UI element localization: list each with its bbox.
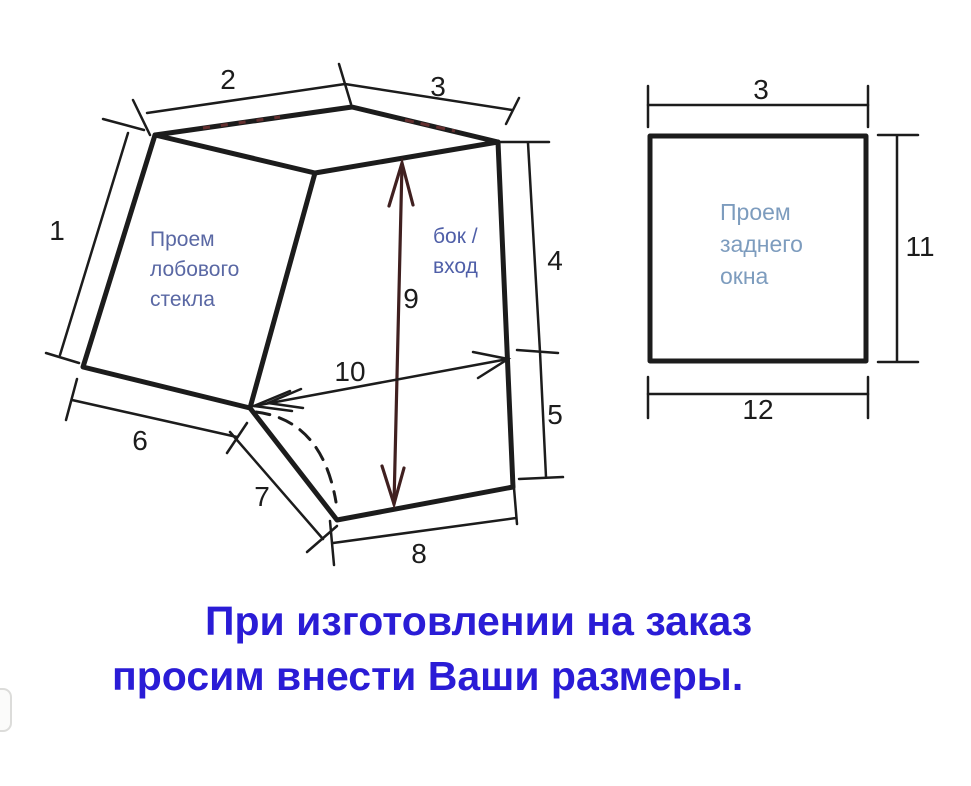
dim-label-3: 3 xyxy=(430,71,446,102)
dim-label-9: 9 xyxy=(403,283,419,314)
dim-label-rear-right: 11 xyxy=(905,231,935,262)
side-label-line1: бок / xyxy=(433,225,478,248)
left-figure-cab-pattern xyxy=(46,64,563,569)
dim-line-2 xyxy=(147,84,345,113)
side-entry-label xyxy=(433,225,478,278)
carousel-prev-button-partial[interactable] xyxy=(0,688,12,732)
vertical-double-arrow-9 xyxy=(382,163,413,504)
dim-label-4: 4 xyxy=(547,245,563,276)
rear-label-line1: Проем xyxy=(720,199,791,225)
dim-label-8: 8 xyxy=(411,538,427,569)
dim-tick-1-top xyxy=(103,119,144,130)
caption-line-1: При изготовлении на заказ xyxy=(205,598,753,644)
dim-line-3 xyxy=(345,84,512,110)
dim-tick-1-bottom xyxy=(46,353,79,363)
horizontal-double-arrow-10 xyxy=(254,352,508,411)
dim-tick-5-bottom xyxy=(519,477,563,479)
arrow-10-shaft xyxy=(254,359,508,406)
rear-window-opening-label xyxy=(720,199,803,289)
side-label-line2: вход xyxy=(433,255,478,278)
dim-line-6 xyxy=(72,400,237,437)
dim-label-7: 7 xyxy=(254,481,270,512)
windshield-label-line2: лобового xyxy=(150,258,240,281)
windshield-opening-label xyxy=(150,228,239,311)
caption-line-2: просим внести Ваши размеры. xyxy=(112,653,744,699)
dim-line-5 xyxy=(540,352,546,477)
arrow-9-shaft xyxy=(394,164,402,504)
dim-label-5: 5 xyxy=(547,399,563,430)
dim-tick-4-bottom xyxy=(517,350,558,353)
dim-label-6: 6 xyxy=(132,425,148,456)
dim-line-1 xyxy=(60,133,128,355)
dim-line-4 xyxy=(528,143,540,352)
dim-label-10: 10 xyxy=(334,356,366,387)
right-figure-rear-window xyxy=(648,74,935,425)
windshield-label-line3: стекла xyxy=(150,288,215,311)
windshield-label-line1: Проем xyxy=(150,228,215,251)
dim-label-rear-top: 3 xyxy=(753,74,769,105)
roof-inner-edge xyxy=(155,135,498,173)
dim-tick-3-right xyxy=(506,98,519,124)
dim-label-1: 1 xyxy=(49,215,65,246)
windshield-side-divider-edge xyxy=(250,173,315,408)
dim-label-2: 2 xyxy=(220,64,236,95)
dim-label-rear-bottom: 12 xyxy=(742,394,774,425)
rear-label-line3: окна xyxy=(720,263,769,289)
rear-label-line2: заднего xyxy=(720,231,803,257)
